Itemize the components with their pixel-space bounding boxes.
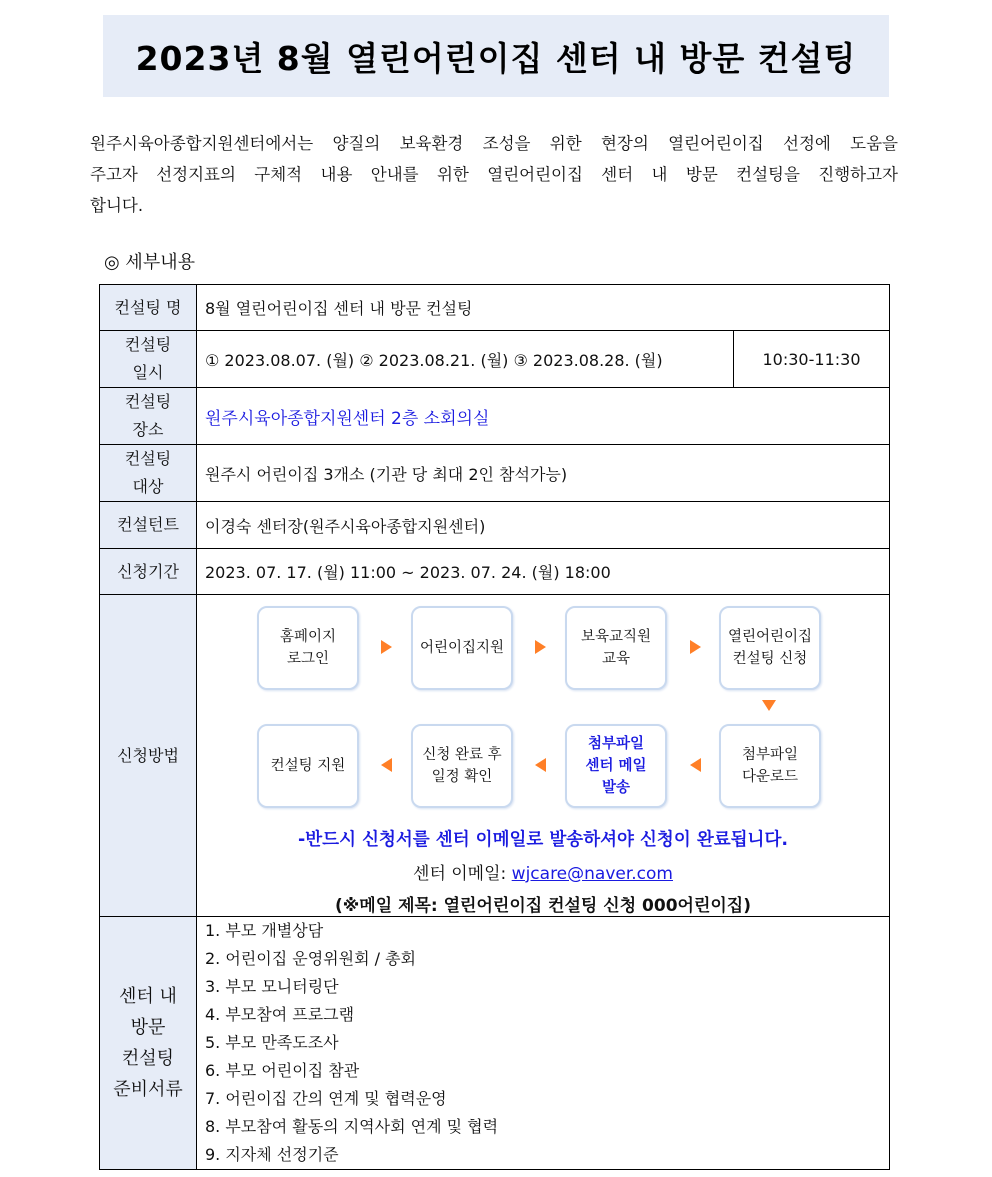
row-application-method: [100, 595, 890, 917]
list-item: 6. 부모 어린이집 참관: [205, 1061, 360, 1080]
arrow-right-icon: [381, 640, 392, 654]
application-flow-cell: [197, 595, 890, 917]
label-line: 대상: [132, 477, 164, 496]
page-title: 2023년 8월 열린어린이집 센터 내 방문 컨설팅: [135, 38, 857, 78]
arrow-left-icon: [535, 758, 546, 772]
row-consulting-target: [100, 445, 890, 502]
arrow-right-icon: [690, 640, 701, 654]
flow-step-training: 보육교직원 교육: [565, 606, 667, 690]
label-consultant: 컨설턴트: [100, 502, 197, 549]
value-consulting-name: 8월 열린어린이집 센터 내 방문 컨설팅: [197, 285, 890, 331]
list-item: 7. 어린이집 간의 연계 및 협력운영: [205, 1089, 447, 1108]
arrow-left-icon: [381, 758, 392, 772]
flow-step-apply: 열린어린이집 컨설팅 신청: [719, 606, 821, 690]
title-banner: [103, 15, 889, 97]
row-documents: [100, 917, 890, 1170]
list-item: 3. 부모 모니터링단: [205, 977, 339, 996]
list-item: 2. 어린이집 운영위원회 / 총회: [205, 949, 417, 968]
label-line: 컨설팅: [124, 392, 172, 411]
label-line: 방문: [130, 1017, 166, 1038]
flow-step-consulting: 컨설팅 지원: [257, 724, 359, 808]
label-line: 센터 내: [119, 986, 177, 1007]
row-consulting-name: [100, 285, 890, 331]
arrow-left-icon: [690, 758, 701, 772]
label-documents: [100, 917, 197, 1170]
list-item: 4. 부모참여 프로그램: [205, 1005, 355, 1024]
flow-step-confirm: 신청 완료 후 일정 확인: [411, 724, 513, 808]
value-consultant: 이경숙 센터장(원주시육아종합지원센터): [197, 502, 890, 549]
flow-step-send-mail: 첨부파일 센터 메일 발송: [565, 724, 667, 808]
flow-step-daycare-support: 어린이집지원: [411, 606, 513, 690]
application-flow: [197, 596, 889, 916]
email-line: [197, 859, 889, 884]
label-line: 준비서류: [113, 1079, 183, 1100]
intro-line-1: 원주시육아종합지원센터에서는 양질의 보육환경 조성을 위한 현장의 열린어린이집 선정에 도움을: [90, 134, 898, 153]
flow-step-download: 첨부파일 다운로드: [719, 724, 821, 808]
notice-text: -반드시 신청서를 센터 이메일로 발송하셔야 신청이 완료됩니다.: [298, 829, 788, 850]
value-consulting-place: 원주시육아종합지원센터 2층 소회의실: [197, 388, 890, 445]
list-item: 1. 부모 개별상담: [205, 921, 324, 940]
list-item: 5. 부모 만족도조사: [205, 1033, 339, 1052]
label-line: 컨설팅: [124, 335, 172, 354]
arrow-down-icon: [762, 700, 776, 711]
arrow-right-icon: [535, 640, 546, 654]
value-consulting-time: 10:30-11:30: [734, 331, 890, 388]
label-application-period: 신청기간: [100, 549, 197, 595]
label-consulting-date: [100, 331, 197, 388]
label-line: 장소: [132, 420, 164, 439]
flow-step-login: 홈페이지 로그인: [257, 606, 359, 690]
documents-list: [205, 917, 881, 1169]
label-consulting-name: 컨설팅 명: [100, 285, 197, 331]
row-application-period: [100, 549, 890, 595]
mail-subject-note: (※메일 제목: 열린어린이집 컨설팅 신청 000어린이집): [335, 895, 751, 916]
intro-line-3: 합니다.: [90, 196, 144, 215]
row-consultant: [100, 502, 890, 549]
label-line: 컨설팅: [124, 449, 172, 468]
email-label: 센터 이메일:: [413, 863, 512, 884]
row-consulting-date: [100, 331, 890, 388]
label-consulting-target: [100, 445, 197, 502]
intro-line-2: 주고자 선정지표의 구체적 내용 안내를 위한 열린어린이집 센터 내 방문 컨설팅을 진행하고자: [90, 165, 898, 184]
documents-list-cell: [197, 917, 890, 1170]
label-line: 일시: [132, 363, 164, 382]
value-consulting-date: ① 2023.08.07. (월) ② 2023.08.21. (월) ③ 2023.08.28. (월): [197, 331, 734, 388]
value-consulting-target: 원주시 어린이집 3개소 (기관 당 최대 2인 참석가능): [197, 445, 890, 502]
details-table: [99, 284, 890, 1170]
intro-paragraph: [90, 128, 898, 221]
label-consulting-place: [100, 388, 197, 445]
section-label: ◎ 세부내용: [104, 252, 195, 273]
value-application-period: 2023. 07. 17. (월) 11:00 ~ 2023. 07. 24. (월) 18:00: [197, 549, 890, 595]
list-item: 9. 지자체 선정기준: [205, 1145, 339, 1164]
row-consulting-place: [100, 388, 890, 445]
label-line: 컨설팅: [121, 1048, 175, 1069]
email-link[interactable]: wjcare@naver.com: [511, 863, 673, 884]
list-item: 8. 부모참여 활동의 지역사회 연계 및 협력: [205, 1117, 499, 1136]
label-application-method: 신청방법: [100, 595, 197, 917]
